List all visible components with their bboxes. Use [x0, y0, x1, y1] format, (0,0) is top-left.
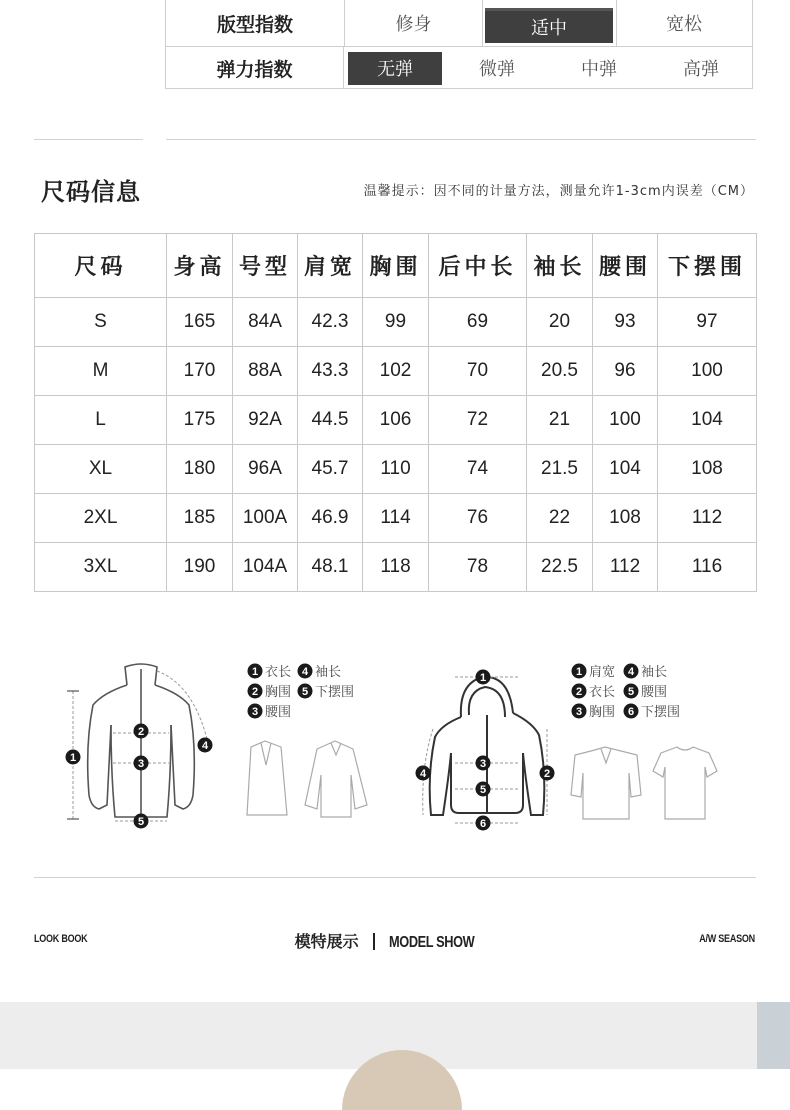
size-table-cell: 102 — [363, 347, 429, 396]
size-header-cell: 腰围 — [593, 234, 658, 298]
model-show-cn: 模特展示 — [294, 932, 359, 951]
size-table-cell: XL — [35, 445, 167, 494]
stretch-option-none-selected: 无弹 — [348, 52, 442, 85]
footer-divider — [34, 877, 756, 878]
size-table-cell: 43.3 — [298, 347, 363, 396]
legend-number: 2 — [251, 686, 259, 698]
divider — [616, 0, 617, 46]
legend-label: 胸围 — [589, 705, 616, 720]
hoodie-measurement-diagram — [405, 655, 745, 835]
size-table-cell: 93 — [593, 298, 658, 347]
size-table-cell: 190 — [167, 543, 233, 592]
size-table-cell: 112 — [658, 494, 757, 543]
size-table-cell: 104A — [233, 543, 298, 592]
legend-number: 1 — [251, 666, 259, 678]
measure-marker: 5 — [479, 784, 487, 796]
look-book-label: LOOK BOOK — [34, 933, 88, 945]
legend-label: 下摆围 — [641, 705, 681, 720]
size-table-cell: S — [35, 298, 167, 347]
size-table-cell: 96 — [593, 347, 658, 396]
heading-separator — [373, 933, 375, 950]
size-table-row — [35, 445, 757, 494]
size-table-cell: 20.5 — [527, 347, 593, 396]
size-table-row — [35, 494, 757, 543]
legend-number: 4 — [301, 666, 309, 678]
size-header-cell: 号型 — [233, 234, 298, 298]
size-table-cell: M — [35, 347, 167, 396]
measure-marker: 3 — [137, 758, 145, 770]
legend-label: 衣长 — [589, 685, 616, 700]
size-table-cell: 22.5 — [527, 543, 593, 592]
legend-number: 2 — [575, 686, 583, 698]
size-table-cell: 185 — [167, 494, 233, 543]
fit-row — [166, 0, 752, 47]
size-header-cell: 胸围 — [363, 234, 429, 298]
stretch-option-slight: 微弹 — [479, 59, 515, 80]
size-table-cell: 46.9 — [298, 494, 363, 543]
legend-label: 肩宽 — [589, 665, 616, 680]
legend-number: 5 — [301, 686, 309, 698]
size-table-cell: 21 — [527, 396, 593, 445]
size-table-cell: 72 — [429, 396, 527, 445]
size-table-cell: 48.1 — [298, 543, 363, 592]
stretch-option-cell — [344, 52, 446, 85]
model-hair — [342, 1050, 462, 1110]
size-table-cell: 96A — [233, 445, 298, 494]
size-table-cell: 92A — [233, 396, 298, 445]
size-table-cell: 88A — [233, 347, 298, 396]
legend-label: 腰围 — [265, 705, 292, 720]
legend-label: 腰围 — [641, 685, 668, 700]
size-table-row — [35, 543, 757, 592]
size-table-cell: 104 — [593, 445, 658, 494]
size-table-cell: 100 — [658, 347, 757, 396]
legend-label: 衣长 — [265, 665, 292, 680]
size-table-cell: 112 — [593, 543, 658, 592]
size-table-cell: 116 — [658, 543, 757, 592]
henley-icon — [571, 747, 641, 819]
measure-marker: 4 — [419, 768, 427, 780]
hoodie-legend — [572, 664, 681, 721]
size-table-cell: 110 — [363, 445, 429, 494]
fit-option-slim: 修身 — [395, 14, 432, 35]
size-table — [34, 233, 757, 592]
size-header-cell: 肩宽 — [298, 234, 363, 298]
model-show-en: MODEL SHOW — [388, 934, 475, 951]
stretch-options — [344, 47, 752, 89]
shirt-icon — [305, 741, 367, 817]
size-table-cell: 3XL — [35, 543, 167, 592]
legend-number: 4 — [627, 666, 635, 678]
section-divider-left — [34, 139, 143, 140]
size-header-cell: 袖长 — [527, 234, 593, 298]
size-table-cell: L — [35, 396, 167, 445]
size-table-cell: 45.7 — [298, 445, 363, 494]
legend-label: 胸围 — [265, 685, 292, 700]
fit-option-cell — [482, 0, 616, 46]
legend-number: 3 — [575, 706, 583, 718]
blazer-icon — [247, 741, 287, 815]
legend-label: 袖长 — [315, 665, 342, 680]
measure-marker: 1 — [479, 672, 487, 684]
size-table-cell: 99 — [363, 298, 429, 347]
tshirt-icon — [653, 747, 717, 819]
fit-options — [345, 0, 752, 46]
legend-number: 6 — [627, 706, 635, 718]
size-table-cell: 97 — [658, 298, 757, 347]
size-table-cell: 69 — [429, 298, 527, 347]
size-table-cell: 74 — [429, 445, 527, 494]
size-header-cell: 尺码 — [35, 234, 167, 298]
size-header-cell: 身高 — [167, 234, 233, 298]
stretch-option-high: 高弹 — [683, 59, 719, 80]
measure-marker: 1 — [69, 752, 77, 764]
legend-label: 袖长 — [641, 665, 668, 680]
size-table-cell: 114 — [363, 494, 429, 543]
size-table-cell: 20 — [527, 298, 593, 347]
size-table-cell: 22 — [527, 494, 593, 543]
stretch-option-medium: 中弹 — [581, 59, 617, 80]
measure-marker: 2 — [137, 726, 145, 738]
photo-side-panel — [757, 1002, 790, 1069]
stretch-row — [166, 47, 752, 89]
size-table-row — [35, 396, 757, 445]
size-table-cell: 106 — [363, 396, 429, 445]
fit-label: 版型指数 — [166, 0, 345, 46]
size-table-body — [35, 298, 757, 592]
legend-number: 5 — [627, 686, 635, 698]
size-table-cell: 100 — [593, 396, 658, 445]
measure-marker: 3 — [479, 758, 487, 770]
size-table-cell: 42.3 — [298, 298, 363, 347]
measure-marker: 2 — [543, 768, 551, 780]
size-table-row — [35, 298, 757, 347]
measure-marker: 4 — [201, 740, 209, 752]
model-show-heading — [0, 929, 790, 952]
size-table-cell: 108 — [658, 445, 757, 494]
measure-marker: 5 — [137, 816, 145, 828]
legend-number: 3 — [251, 706, 259, 718]
size-table-cell: 44.5 — [298, 396, 363, 445]
size-table-cell: 70 — [429, 347, 527, 396]
season-label: A/W SEASON — [699, 933, 755, 945]
size-table-cell: 21.5 — [527, 445, 593, 494]
measurement-tip: 温馨提示：因不同的计量方法，测量允许1-3cm内误差（CM） — [363, 184, 754, 199]
fit-index-table — [165, 0, 753, 89]
size-table-cell: 78 — [429, 543, 527, 592]
measure-marker: 6 — [479, 818, 487, 830]
stretch-label: 弹力指数 — [166, 47, 344, 89]
size-header-cell: 后中长 — [429, 234, 527, 298]
size-table-cell: 118 — [363, 543, 429, 592]
size-table-cell: 76 — [429, 494, 527, 543]
fit-option-loose: 宽松 — [666, 14, 702, 35]
model-photo — [0, 1002, 790, 1069]
fit-option-regular-selected: 适中 — [485, 8, 613, 43]
legend-label: 下摆围 — [315, 685, 355, 700]
size-info-title: 尺码信息 — [41, 178, 141, 206]
jacket-legend — [248, 664, 355, 721]
size-table-cell: 100A — [233, 494, 298, 543]
legend-number: 1 — [575, 666, 583, 678]
size-table-cell: 84A — [233, 298, 298, 347]
divider — [482, 0, 483, 46]
size-header-cell: 下摆围 — [658, 234, 757, 298]
jacket-outline — [88, 664, 195, 817]
size-table-cell: 2XL — [35, 494, 167, 543]
jacket-measurement-diagram — [55, 655, 375, 835]
size-table-cell: 175 — [167, 396, 233, 445]
size-table-cell: 180 — [167, 445, 233, 494]
section-divider-right — [166, 139, 756, 140]
size-table-cell: 108 — [593, 494, 658, 543]
size-table-cell: 165 — [167, 298, 233, 347]
size-table-header — [35, 234, 757, 298]
size-table-row — [35, 347, 757, 396]
size-table-cell: 104 — [658, 396, 757, 445]
size-table-cell: 170 — [167, 347, 233, 396]
